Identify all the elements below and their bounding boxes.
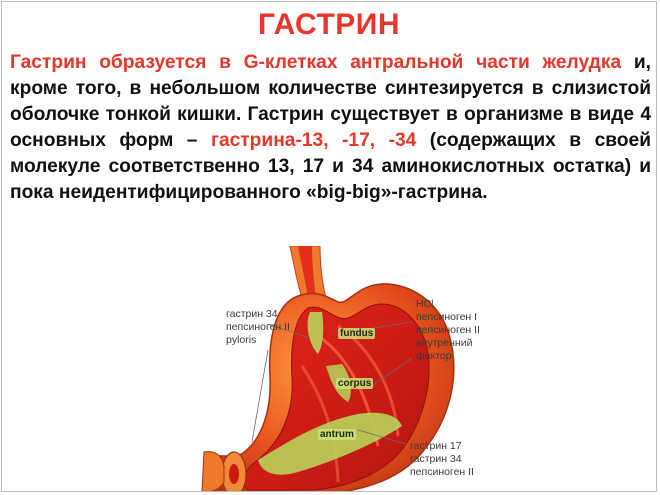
region-antrum-label: antrum — [320, 429, 354, 440]
label-intrinsic-1: внутренний — [416, 337, 473, 349]
left-labels — [226, 308, 290, 347]
label-intrinsic-2: фактор — [416, 350, 452, 362]
highlight-gastrin-origin: Гастрин образуется в G-клетках антральной части желудка — [10, 52, 622, 73]
stomach-illustration — [198, 246, 488, 492]
label-pepsinogen1: пепсиноген I — [416, 311, 478, 323]
label-pyloris: pyloris — [226, 334, 257, 346]
label-gastrin17: гастрин 17 — [410, 440, 462, 452]
slide-title: ГАСТРИН — [257, 8, 400, 41]
text-part-2: и, кроме того, в небольшом количестве синтезируется в слизистой оболочке тонкой кишки. Гастрин существует в организме в виде 4 основных форм – — [10, 52, 651, 151]
label-hcl: HCl — [416, 298, 434, 310]
region-fundus-label: fundus — [340, 328, 374, 339]
body-paragraph — [10, 50, 651, 206]
region-corpus-label: corpus — [338, 378, 372, 389]
label-pepsinogen2-left: пепсиноген II — [226, 321, 290, 333]
right-top-labels — [416, 298, 480, 363]
label-pepsinogen2-top: пепсиноген II — [416, 324, 480, 336]
highlight-gastrin-forms: гастрина-13, -17, -34 — [210, 130, 417, 151]
text-part-4: (содержащих в своей молекуле соответственно 13, 17 и 34 аминокислотных остатка) и пока неидентифицированного «big-big»-гастрина. — [10, 130, 651, 203]
label-pepsinogen2-bottom: пепсиноген II — [410, 466, 474, 478]
slide — [1, 1, 657, 492]
right-bottom-labels — [410, 440, 474, 479]
label-gastrin34-left: гастрин 34 — [226, 308, 278, 320]
label-gastrin34-right: гастрин 34 — [410, 453, 462, 465]
